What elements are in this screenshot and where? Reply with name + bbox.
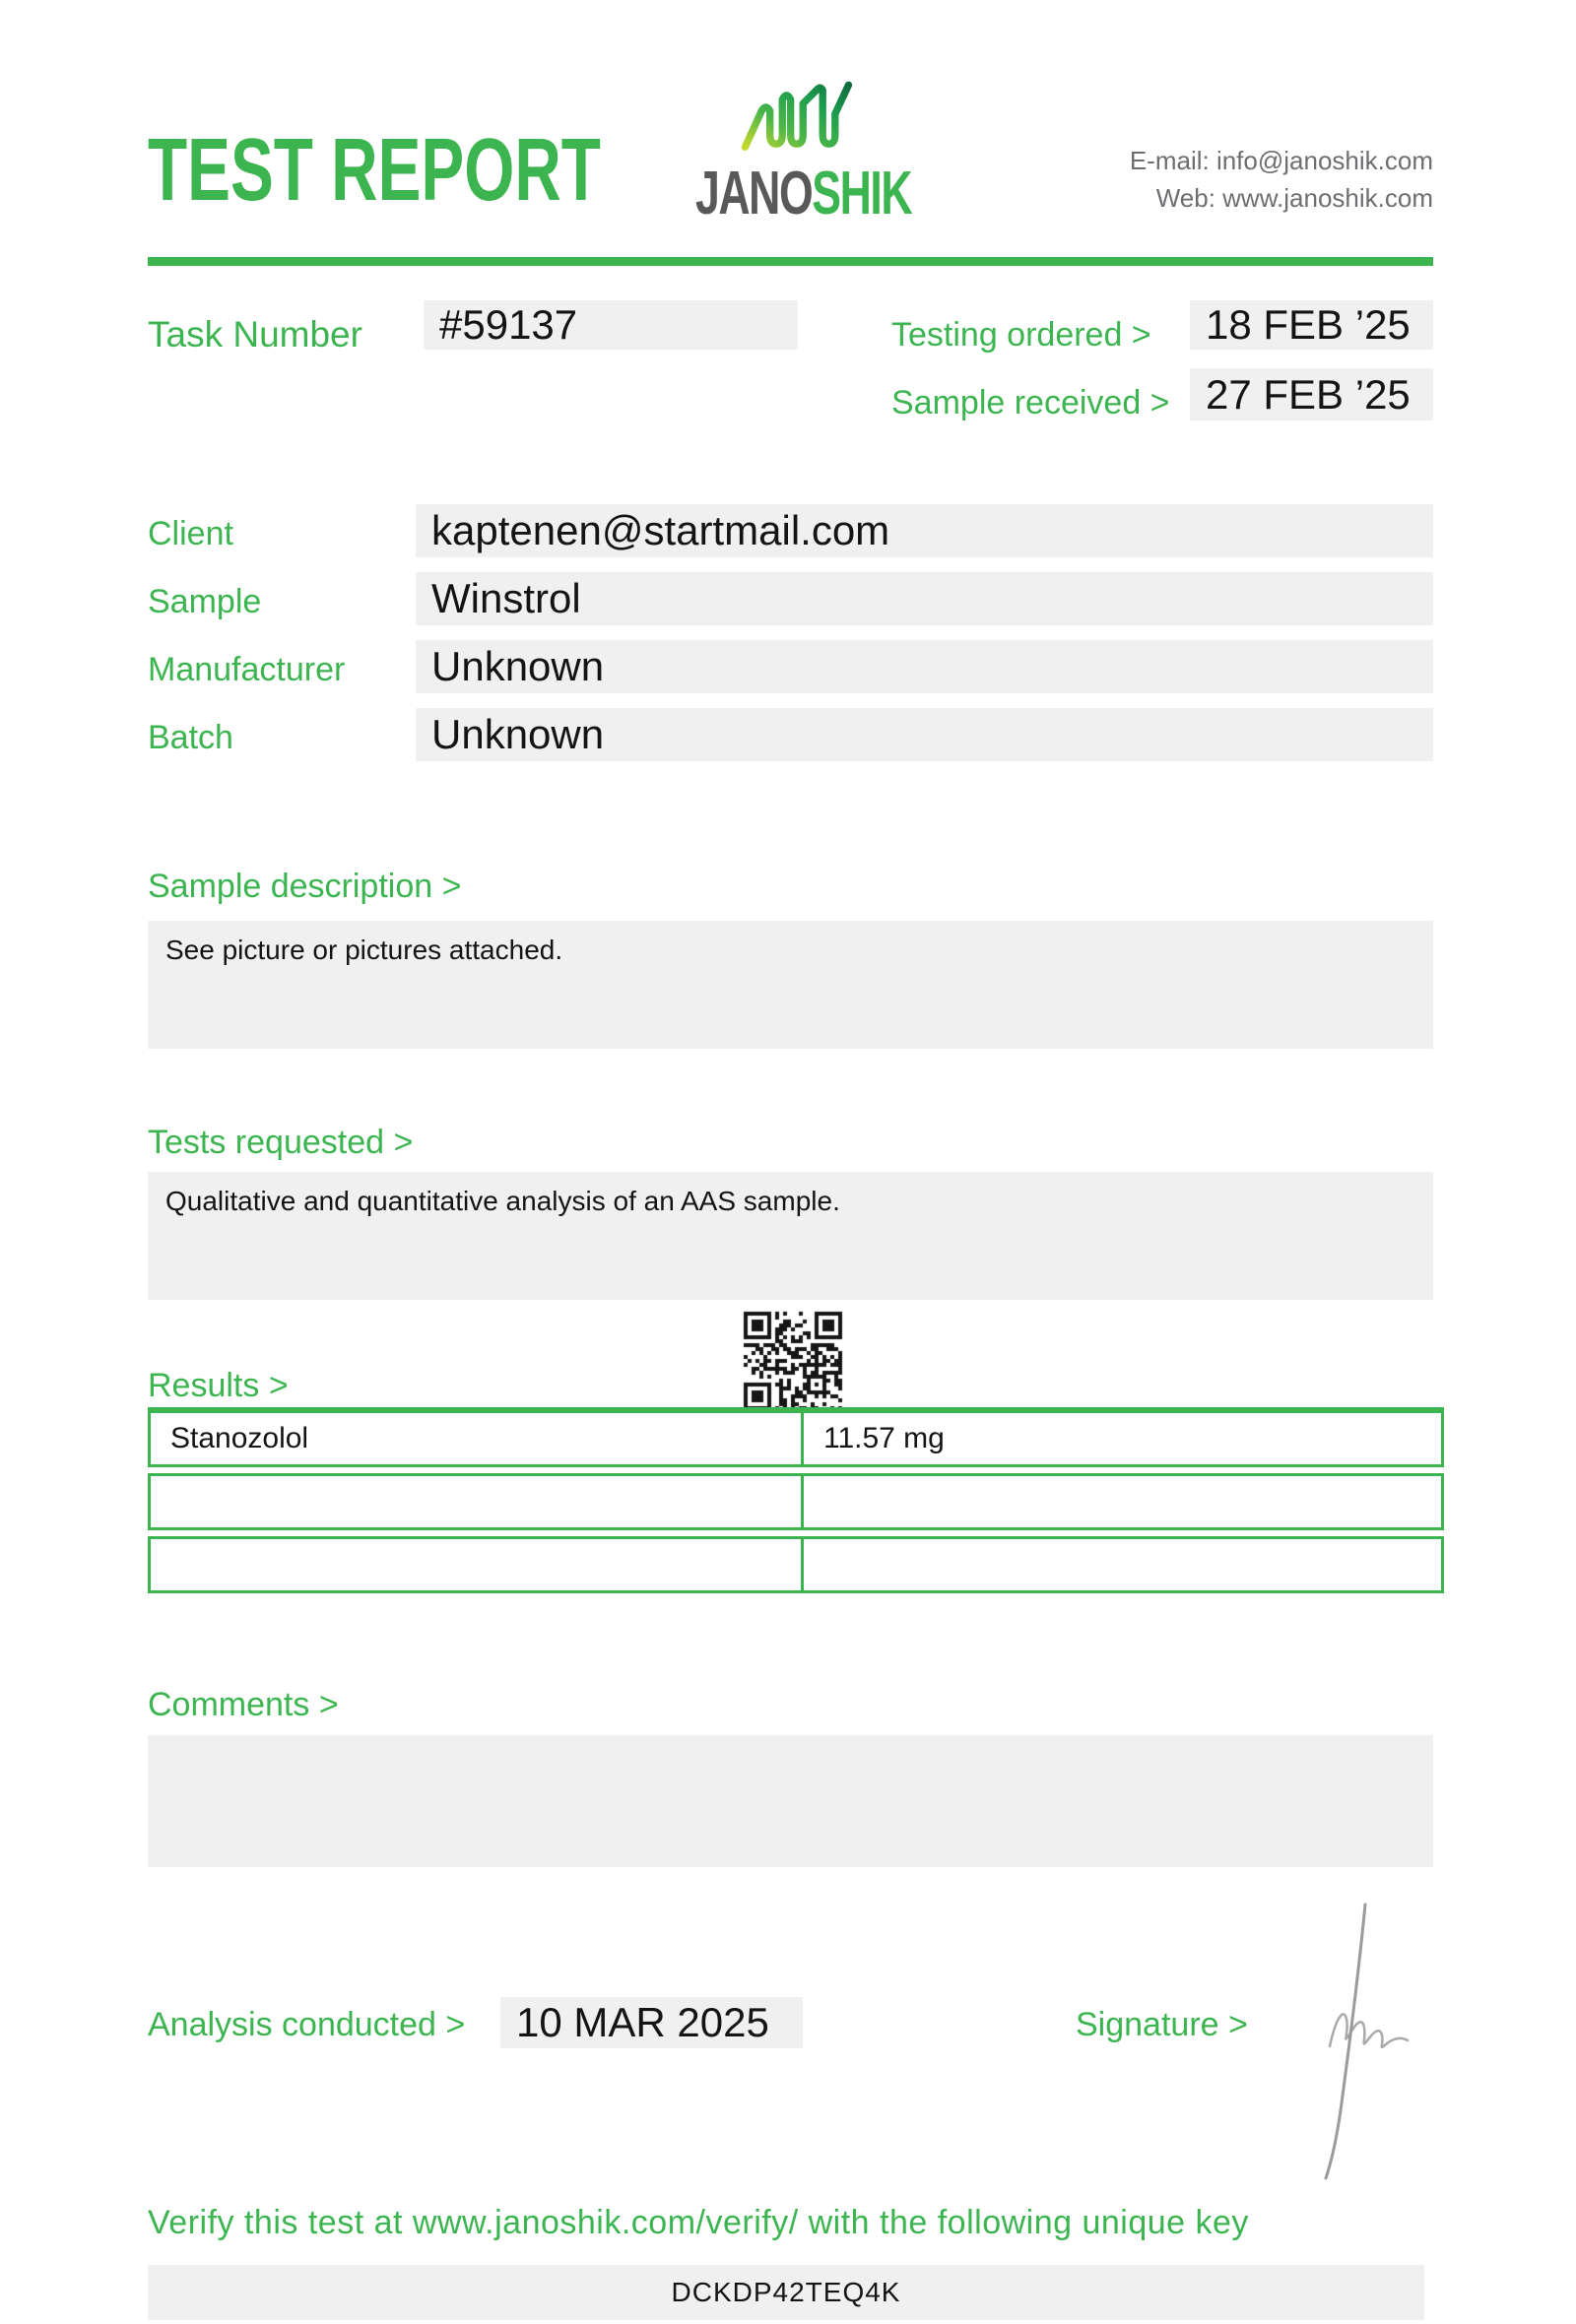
results-row	[148, 1536, 1444, 1593]
field-row-manufacturer	[148, 640, 1433, 693]
results-row	[148, 1473, 1444, 1530]
qr-code	[738, 1306, 848, 1416]
tests-requested-heading: Tests requested >	[148, 1124, 414, 1161]
contact-info	[1130, 142, 1433, 217]
sample-received-label: Sample received >	[891, 384, 1170, 421]
verify-instruction: Verify this test at www.janoshik.com/verify/ with the following unique key	[148, 2204, 1249, 2241]
comments-heading: Comments >	[148, 1686, 339, 1723]
brand-name-primary: JANO	[695, 160, 813, 227]
result-amount	[804, 1539, 1441, 1590]
result-substance	[151, 1539, 804, 1590]
analysis-conducted-label: Analysis conducted >	[148, 2006, 466, 2043]
signature-label: Signature >	[1076, 2006, 1248, 2043]
field-row-client	[148, 504, 1433, 557]
client-value: kaptenen@startmail.com	[416, 504, 1433, 557]
contact-web: Web: www.janoshik.com	[1155, 183, 1433, 213]
sample-value: Winstrol	[416, 572, 1433, 625]
sample-received-value: 27 FEB ’25	[1190, 368, 1433, 420]
client-label: Client	[148, 515, 233, 552]
verify-key: DCKDP42TEQ4K	[148, 2265, 1424, 2320]
sample-label: Sample	[148, 583, 262, 620]
sample-description-heading: Sample description >	[148, 868, 462, 905]
task-number-value: #59137	[424, 300, 798, 350]
growth-chart-icon	[739, 79, 857, 161]
header-divider	[148, 257, 1433, 266]
results-heading: Results >	[148, 1367, 289, 1404]
contact-email: E-mail: info@janoshik.com	[1129, 146, 1433, 175]
brand-name	[695, 160, 912, 227]
analysis-conducted-date: 10 MAR 2025	[500, 1997, 803, 2048]
field-row-sample	[148, 572, 1433, 625]
batch-label: Batch	[148, 719, 233, 756]
handwritten-signature	[1271, 1897, 1423, 2188]
result-substance: Stanozolol	[151, 1413, 804, 1464]
result-amount: 11.57 mg	[823, 1422, 945, 1454]
result-substance	[151, 1476, 804, 1527]
result-amount	[804, 1476, 1441, 1527]
testing-ordered-value: 18 FEB ’25	[1190, 300, 1433, 350]
testing-ordered-label: Testing ordered >	[891, 316, 1151, 354]
batch-value: Unknown	[416, 708, 1433, 761]
task-number-label: Task Number	[148, 314, 362, 355]
tests-requested-box: Qualitative and quantitative analysis of an AAS sample.	[148, 1172, 1433, 1300]
brand-name-secondary: SHIK	[812, 160, 912, 227]
results-row	[148, 1407, 1444, 1467]
results-table	[148, 1407, 1444, 1593]
page-title: TEST REPORT	[148, 121, 601, 220]
manufacturer-label: Manufacturer	[148, 651, 346, 688]
comments-box	[148, 1735, 1433, 1867]
field-row-batch	[148, 708, 1433, 761]
manufacturer-value: Unknown	[416, 640, 1433, 693]
sample-description-box: See picture or pictures attached.	[148, 921, 1433, 1049]
